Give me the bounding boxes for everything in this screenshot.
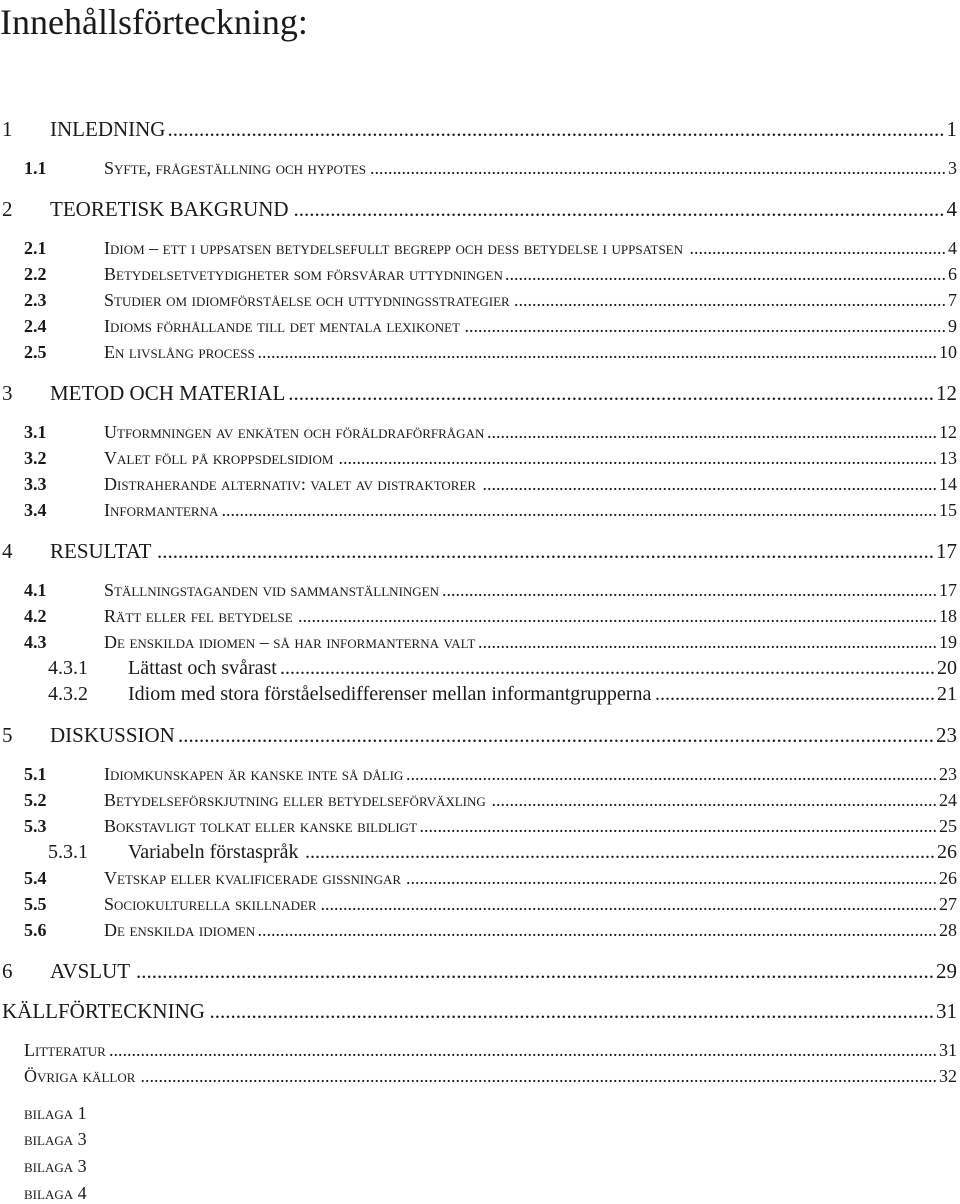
dot-leader: ....................................................................................................................................................... [257, 342, 937, 362]
dot-leader: ............................................................................................................................ [293, 197, 945, 221]
toc-entry-number: 2.3 [24, 290, 47, 310]
toc-entry[interactable] [0, 380, 960, 406]
toc-entry[interactable] [0, 814, 960, 838]
toc-entry-title: INLEDNING [50, 117, 166, 141]
dot-leader: ................................................................................................................................................ [178, 723, 934, 747]
dot-leader: ................................................................................................... [491, 790, 937, 810]
toc-entry[interactable] [0, 446, 960, 470]
toc-entry-page: 14 [939, 474, 957, 494]
toc-entry-page: 10 [939, 342, 957, 362]
toc-entry[interactable] [0, 722, 960, 748]
toc-entry-page: 20 [937, 657, 957, 679]
dot-leader: .............................................................................................................................................. [298, 606, 937, 626]
toc-entry-page: 4 [948, 238, 957, 258]
toc-entry-page: 17 [939, 580, 957, 600]
toc-entry-title: Idiom – ett i uppsatsen betydelsefullt begrepp och dess betydelse i uppsatsen [104, 238, 684, 258]
toc-entry-number: 6 [2, 959, 13, 983]
dot-leader: .................................................................................................. [505, 264, 946, 284]
dot-leader: .......................................................................................................................................... [209, 999, 934, 1023]
dot-leader: ........................................................................................................................... [288, 381, 934, 405]
toc-entry-title: Valet föll på kroppsdelsidiom [104, 448, 334, 468]
toc-entry-title: Informanterna [104, 500, 219, 520]
toc-entry-title: DISKUSSION [50, 723, 175, 747]
toc-entry[interactable] [0, 472, 960, 496]
dot-leader: ................................................................................................................................ [370, 158, 946, 178]
toc-entry-title: Idioms förhållande till det mentala lexikonet [104, 316, 461, 336]
toc-entry-number: 1.1 [24, 158, 47, 178]
toc-entry-title: KÄLLFÖRTECKNING [2, 999, 205, 1023]
toc-entry[interactable] [0, 840, 960, 864]
dot-leader: ........................................................................................................................................................................................ [109, 1040, 937, 1060]
toc-entry[interactable] [0, 262, 960, 286]
toc-entry-title: Ställningstaganden vid sammanställningen [104, 580, 439, 600]
toc-entry[interactable] [0, 762, 960, 786]
dot-leader: .............................................................................................................................. [305, 841, 935, 863]
toc-entry-number: 3.1 [24, 422, 47, 442]
toc-entry-page: 12 [936, 381, 957, 405]
dot-leader: ................................................................................................................... [419, 816, 937, 836]
toc-entry[interactable] [0, 236, 960, 260]
toc-entry-page: 6 [948, 264, 957, 284]
toc-entry-number: 3 [2, 381, 13, 405]
toc-entry-number: 2.2 [24, 264, 47, 284]
toc-entry-title: Variabeln förstaspråk [128, 841, 299, 863]
toc-entry-page: 21 [937, 683, 957, 705]
toc-entry-title: Rätt eller fel betydelse [104, 606, 293, 626]
toc-entry-title: Syfte, frågeställning och hypotes [104, 158, 367, 178]
toc-entry-title: TEORETISK BAKGRUND [50, 197, 289, 221]
toc-entry-number: 2.4 [24, 316, 47, 336]
toc-entry[interactable] [0, 314, 960, 338]
toc-entry-page: 4 [946, 197, 957, 221]
toc-entry[interactable] [0, 498, 960, 522]
dot-leader: ................................................................................................................................................................................. [140, 1066, 937, 1086]
dot-leader: ..................................................................................................... [482, 474, 937, 494]
toc-entry-page: 1 [946, 117, 957, 141]
toc-entry-number: 2.5 [24, 342, 47, 362]
toc-entry-title: Litteratur [24, 1040, 106, 1060]
toc-entry[interactable] [0, 340, 960, 364]
toc-entry-page: 24 [939, 790, 957, 810]
toc-entry[interactable] [0, 288, 960, 312]
toc-entry-number: 5.1 [24, 764, 47, 784]
toc-entry-number: 4.3.2 [48, 683, 88, 705]
toc-entry[interactable] [0, 1064, 960, 1088]
toc-entry-title: METOD OCH MATERIAL [50, 381, 286, 405]
toc-entry-title: En livslång process [104, 342, 255, 362]
toc-entry-page: 25 [939, 816, 957, 836]
toc-entry-number: 4 [2, 539, 13, 563]
toc-entry[interactable] [0, 156, 960, 180]
toc-entry-number: 5.6 [24, 920, 47, 940]
toc-entry-number: 4.1 [24, 580, 47, 600]
toc-entry-title: Övriga källor [24, 1066, 136, 1086]
toc-entry[interactable] [0, 958, 960, 984]
toc-entry-page: 23 [936, 723, 957, 747]
toc-entry-title: Lättast och svårast [128, 657, 277, 679]
toc-entry[interactable] [0, 196, 960, 222]
toc-entry-page: 9 [948, 316, 957, 336]
dot-leader: .................................................................................................... [487, 422, 937, 442]
appendix-entry[interactable]: bilaga 3 [24, 1129, 87, 1149]
toc-entry-number: 5.3 [24, 816, 47, 836]
appendix-entry[interactable]: bilaga 3 [24, 1156, 87, 1176]
dot-leader: ............................................................................................................................................................... [221, 500, 937, 520]
toc-entry-page: 31 [936, 999, 957, 1023]
toc-entry-number: 2.1 [24, 238, 47, 258]
toc-entry[interactable] [0, 788, 960, 812]
toc-entry-title: Vetskap eller kvalificerade gissningar [104, 868, 402, 888]
toc-entry-title: Studier om idiomförståelse och uttydningsstrategier [104, 290, 510, 310]
toc-entry[interactable] [0, 538, 960, 564]
toc-entry-title: De enskilda idiomen – så har informanterna valt [104, 632, 476, 652]
toc-entry-number: 4.3 [24, 632, 47, 652]
toc-entry-page: 26 [939, 868, 957, 888]
toc-entry[interactable] [0, 578, 960, 602]
toc-entry-number: 5 [2, 723, 13, 747]
toc-entry-page: 18 [939, 606, 957, 626]
toc-entry[interactable] [0, 630, 960, 654]
toc-entry-title: Idiomkunskapen är kanske inte så dålig [104, 764, 404, 784]
toc-entry-number: 3.4 [24, 500, 47, 520]
toc-entry-number: 5.4 [24, 868, 47, 888]
toc-entry-number: 3.3 [24, 474, 47, 494]
toc-entry-number: 4.2 [24, 606, 47, 626]
toc-entry[interactable] [0, 998, 960, 1024]
toc-entry-page: 31 [939, 1040, 957, 1060]
toc-entry-page: 13 [939, 448, 957, 468]
toc-entry-number: 4.3.1 [48, 657, 88, 679]
toc-entry-number: 5.2 [24, 790, 47, 810]
toc-entry-title: Distraherande alternativ: valet av distraktorer [104, 474, 477, 494]
toc-entry-title: Utformningen av enkäten och föräldraförfrågan [104, 422, 485, 442]
toc-entry-title: Betydelseförskjutning eller betydelseförväxling [104, 790, 486, 810]
dot-leader: ....................................................................................................................................................... [257, 920, 937, 940]
toc-entry-title: Idiom med stora förståelsedifferenser mellan informantgrupperna [128, 683, 652, 705]
toc-entry-page: 27 [939, 894, 957, 914]
toc-entry-page: 7 [948, 290, 957, 310]
toc-entry-page: 3 [948, 158, 957, 178]
dot-leader: ..................................................................................................................................... [338, 448, 937, 468]
toc-entry-title: AVSLUT [50, 959, 131, 983]
toc-entry[interactable] [0, 918, 960, 942]
toc-entry-number: 5.3.1 [48, 841, 88, 863]
toc-entry[interactable] [0, 866, 960, 890]
toc-entry-page: 15 [939, 500, 957, 520]
toc-entry-title: Sociokulturella skillnader [104, 894, 317, 914]
toc-entry[interactable] [0, 656, 960, 680]
toc-entry-title: De enskilda idiomen [104, 920, 256, 940]
dot-leader: ........................................................................................................... [464, 316, 946, 336]
toc-entry-page: 12 [939, 422, 957, 442]
toc-entry[interactable] [0, 420, 960, 444]
toc-entry-title: RESULTAT [50, 539, 152, 563]
page-title: Innehållsförteckning: [0, 2, 308, 42]
appendix-entry[interactable]: bilaga 4 [24, 1183, 87, 1203]
appendix-entry[interactable]: bilaga 1 [24, 1103, 87, 1123]
toc-entry[interactable] [0, 892, 960, 916]
dot-leader: ...................................................................................................................... [406, 764, 937, 784]
toc-entry-page: 28 [939, 920, 957, 940]
toc-entry[interactable] [0, 682, 960, 706]
toc-entry-number: 3.2 [24, 448, 47, 468]
toc-entry-page: 26 [937, 841, 957, 863]
toc-entry-page: 17 [936, 539, 957, 563]
toc-entry-number: 5.5 [24, 894, 47, 914]
toc-entry-page: 32 [939, 1066, 957, 1086]
toc-entry[interactable] [0, 116, 960, 142]
dot-leader: .............................................................................................................. [442, 580, 937, 600]
toc-entry[interactable] [0, 604, 960, 628]
toc-entry-title: Bokstavligt tolkat eller kanske bildligt [104, 816, 418, 836]
dot-leader: ......................................................................................................................................... [320, 894, 937, 914]
toc-entry-page: 29 [936, 959, 957, 983]
toc-entry-page: 19 [939, 632, 957, 652]
toc-entry[interactable] [0, 1038, 960, 1062]
dot-leader: ......................................................... [689, 238, 946, 258]
dot-leader: ................................................................................................ [514, 290, 946, 310]
toc-entry-title: Betydelsetvetydigheter som försvårar uttydningen [104, 264, 503, 284]
dot-leader: .................................................................................................................................................... [167, 117, 945, 141]
dot-leader: ...................................................................................................... [478, 632, 937, 652]
dot-leader: ........................................................................................................................................................ [136, 959, 934, 983]
toc-entry-page: 23 [939, 764, 957, 784]
dot-leader: ...................................................................................................................... [406, 868, 937, 888]
dot-leader: .................................................................................................................................................... [157, 539, 934, 563]
dot-leader: ................................................................................................................................... [280, 657, 935, 679]
toc-entry-number: 1 [2, 117, 13, 141]
toc-entry-number: 2 [2, 197, 13, 221]
dot-leader: ........................................................ [655, 683, 935, 705]
